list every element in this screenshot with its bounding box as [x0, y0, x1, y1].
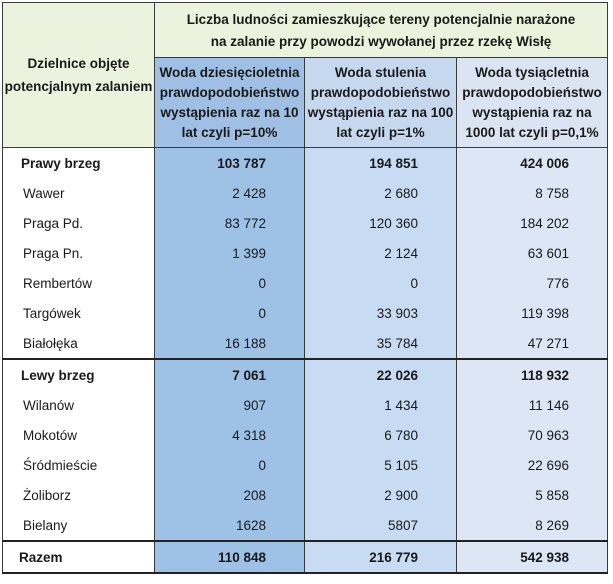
group-row [3, 359, 608, 390]
district-name: Bielany [3, 510, 155, 541]
col-header-10yr: Woda dziesięcioletnia prawdopodobieństwo wystąpienia raz na 10 lat czyli p=10% [155, 58, 305, 148]
value-10yr: 0 [155, 450, 305, 480]
value-10yr: 83 772 [155, 208, 305, 238]
table-row [3, 208, 608, 238]
value-1000yr: 119 398 [457, 298, 608, 328]
value-1000yr: 776 [457, 268, 608, 298]
district-name: Wawer [3, 178, 155, 208]
value-10yr: 907 [155, 390, 305, 420]
value-1000yr: 8 269 [457, 510, 608, 541]
value-10yr: 1628 [155, 510, 305, 541]
value-10yr: 2 428 [155, 178, 305, 208]
district-name: Prawy brzeg [3, 148, 155, 179]
table-title [155, 3, 608, 58]
value-10yr: 4 318 [155, 420, 305, 450]
value-10yr: 208 [155, 480, 305, 510]
value-100yr: 120 360 [305, 208, 457, 238]
table-row [3, 268, 608, 298]
value-10yr: 7 061 [155, 359, 305, 390]
table-row [3, 450, 608, 480]
value-100yr: 5 105 [305, 450, 457, 480]
value-100yr: 2 680 [305, 178, 457, 208]
value-1000yr: 184 202 [457, 208, 608, 238]
value-10yr: 103 787 [155, 148, 305, 179]
value-10yr: 16 188 [155, 328, 305, 359]
value-10yr: 1 399 [155, 238, 305, 268]
district-name: Praga Pd. [3, 208, 155, 238]
col-header-1000yr: Woda tysiącletnia prawdopodobieństwo wystąpienia raz na 1000 lat czyli p=0,1% [457, 58, 608, 148]
table-row [3, 390, 608, 420]
table-row [3, 420, 608, 450]
table-row [3, 178, 608, 208]
value-1000yr: 5 858 [457, 480, 608, 510]
total-10yr: 110 848 [155, 541, 305, 573]
district-name: Mokotów [3, 420, 155, 450]
table-row [3, 298, 608, 328]
table-title-line2: na zalanie przy powodzi wywołanej przez rzekę Wisłę [210, 34, 552, 50]
total-100yr: 216 779 [305, 541, 457, 573]
value-1000yr: 11 146 [457, 390, 608, 420]
value-10yr: 0 [155, 298, 305, 328]
district-name: Wilanów [3, 390, 155, 420]
table-body [3, 148, 608, 574]
total-row [3, 541, 608, 573]
value-1000yr: 22 696 [457, 450, 608, 480]
table-title-line1: Liczba ludności zamieszkujące tereny potencjalnie narażone [186, 12, 576, 28]
district-name: Białołęka [3, 328, 155, 359]
district-name: Lewy brzeg [3, 359, 155, 390]
value-100yr: 0 [305, 268, 457, 298]
value-1000yr: 8 758 [457, 178, 608, 208]
value-100yr: 2 124 [305, 238, 457, 268]
district-name: Rembertów [3, 268, 155, 298]
value-1000yr: 424 006 [457, 148, 608, 179]
value-100yr: 35 784 [305, 328, 457, 359]
value-1000yr: 70 963 [457, 420, 608, 450]
value-100yr: 1 434 [305, 390, 457, 420]
table-row [3, 510, 608, 541]
col-header-100yr: Woda stulenia prawdopodobieństwo wystąpienia raz na 100 lat czyli p=1% [305, 58, 457, 148]
value-100yr: 33 903 [305, 298, 457, 328]
group-row [3, 148, 608, 179]
total-1000yr: 542 938 [457, 541, 608, 573]
table-row [3, 480, 608, 510]
value-100yr: 6 780 [305, 420, 457, 450]
value-100yr: 194 851 [305, 148, 457, 179]
value-10yr: 0 [155, 268, 305, 298]
district-column-header: Dzielnice objęte potencjalnym zalaniem [3, 3, 155, 148]
district-name: Śródmieście [3, 450, 155, 480]
table-row [3, 238, 608, 268]
total-label: Razem [3, 541, 155, 573]
value-100yr: 22 026 [305, 359, 457, 390]
table-row [3, 328, 608, 359]
district-name: Praga Pn. [3, 238, 155, 268]
population-flood-table [2, 2, 608, 574]
value-1000yr: 118 932 [457, 359, 608, 390]
district-name: Żoliborz [3, 480, 155, 510]
value-100yr: 5807 [305, 510, 457, 541]
value-100yr: 2 900 [305, 480, 457, 510]
district-name: Targówek [3, 298, 155, 328]
value-1000yr: 47 271 [457, 328, 608, 359]
value-1000yr: 63 601 [457, 238, 608, 268]
